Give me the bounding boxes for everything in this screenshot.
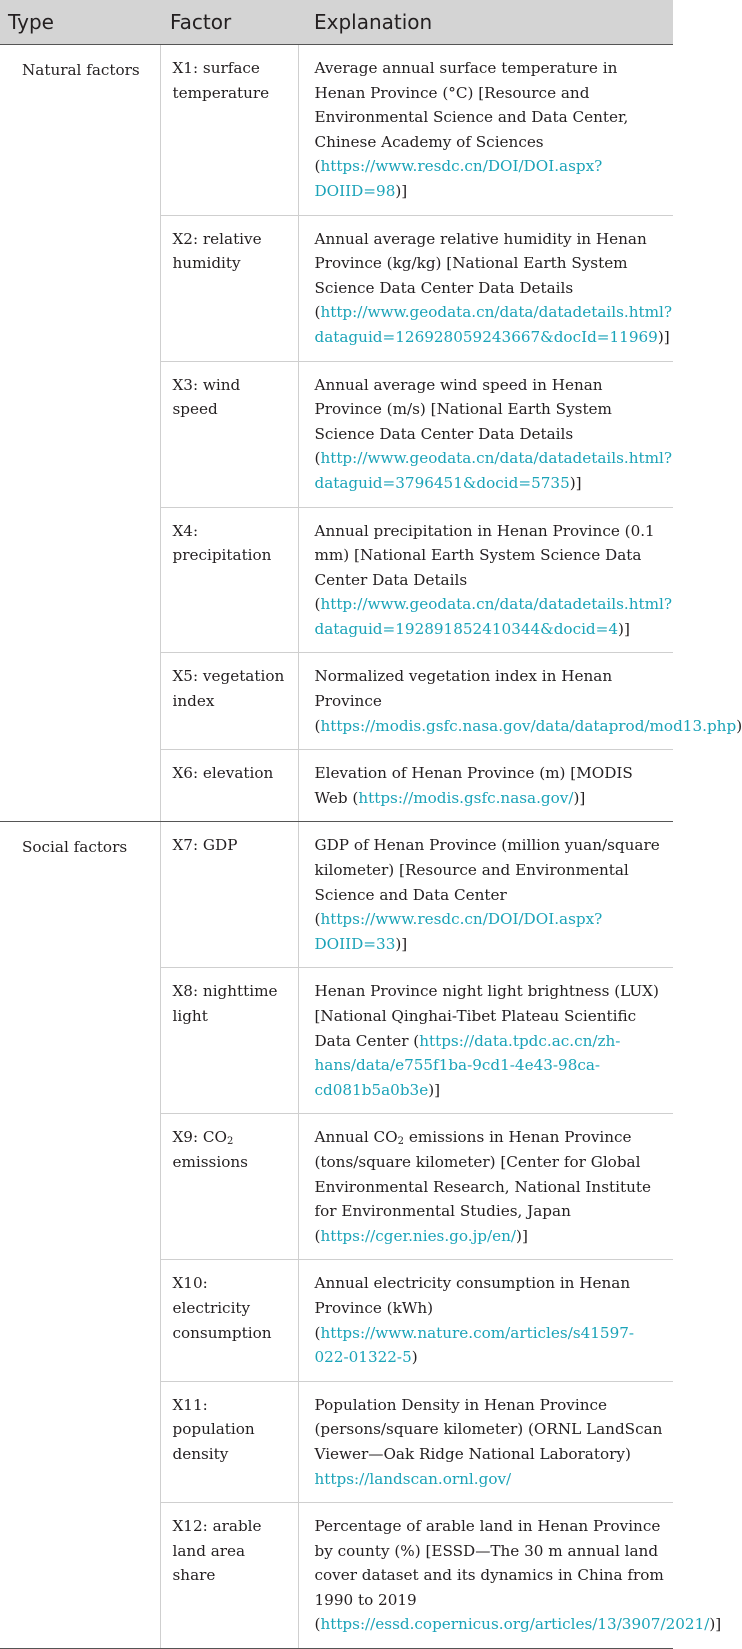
explanation-cell (298, 1260, 673, 1381)
factor-text: emissions (172, 1152, 248, 1171)
explanation-cell (298, 1503, 722, 1649)
explanation-text: emissions in Henan Province (tons/square kilometer) [Center for Global Environmental Research, National Institute for Environmental Studies, Japan ( (314, 1128, 651, 1245)
factor-cell: X12: arable land area share (160, 1503, 298, 1649)
explanation-cell (298, 507, 673, 653)
header-type: Type (0, 0, 160, 45)
factor-cell: X5: vegetation index (160, 653, 298, 750)
factor-cell: X11: population density (160, 1381, 298, 1502)
explanation-cell (298, 750, 673, 822)
explanation-suffix: )] (516, 1226, 528, 1245)
explanation-suffix: )] (395, 934, 408, 953)
explanation-text: Normalized vegetation index in Henan Province ( (314, 667, 613, 735)
factor-cell: X2: relative humidity (160, 215, 298, 361)
source-link[interactable]: https://landscan.ornl.gov/ (314, 1469, 512, 1488)
explanation-text: GDP of Henan Province (million yuan/square kilometer) [Resource and Environmental Science and Data Center ( (314, 836, 660, 929)
explanation-cell (298, 653, 742, 750)
header-row (0, 0, 673, 45)
table-row (0, 45, 673, 216)
explanation-suffix: )] (709, 1615, 722, 1634)
factor-cell: X8: nighttime light (160, 968, 298, 1114)
explanation-text: Annual average wind speed in Henan Province (m/s) [National Earth System Science Data Center Data Details ( (314, 375, 612, 468)
source-link[interactable]: http://www.geodata.cn/data/datadetails.html?dataguid=126928059243667&docId=11969 (314, 303, 673, 346)
explanation-suffix: ) (411, 1348, 418, 1367)
explanation-suffix: )] (657, 327, 670, 346)
factor-cell: X10: electricity consumption (160, 1260, 298, 1381)
source-link[interactable]: https://www.nature.com/articles/s41597-022-01322-5 (314, 1323, 635, 1367)
explanation-text: Annual average relative humidity in Henan Province (kg/kg) [National Earth System Science Data Center Data Details ( (314, 229, 647, 322)
source-link[interactable]: https://www.resdc.cn/DOI/DOI.aspx?DOIID=98 (314, 157, 603, 200)
factor-cell: X3: wind speed (160, 361, 298, 507)
source-link[interactable]: http://www.geodata.cn/data/datadetails.html?dataguid=192891852410344&docid=4 (314, 595, 673, 638)
type-cell-natural: Natural factors (0, 45, 160, 822)
source-link[interactable]: https://data.tpdc.ac.cn/zh-hans/data/e755f1ba-9cd1-4e43-98ca-cd081b5a0b3e (314, 1031, 621, 1099)
header-factor: Factor (160, 0, 298, 45)
source-link[interactable]: https://essd.copernicus.org/articles/13/3907/2021/ (320, 1615, 710, 1634)
explanation-text: Annual CO (314, 1128, 398, 1147)
explanation-cell (298, 361, 673, 507)
subscript: 2 (397, 1136, 404, 1148)
explanation-suffix: )] (569, 473, 582, 492)
explanation-text: Annual precipitation in Henan Province (0.1 mm) [National Earth System Science Data Center Data Details ( (314, 521, 655, 614)
explanation-suffix: )] (395, 181, 408, 200)
factor-cell (160, 1114, 298, 1260)
source-link[interactable]: https://modis.gsfc.nasa.gov/data/dataprod/mod13.php (320, 716, 737, 735)
subscript: 2 (227, 1136, 234, 1148)
explanation-cell (298, 968, 673, 1114)
explanation-suffix: )] (573, 788, 586, 807)
explanation-text: Annual electricity consumption in Henan Province (kWh) ( (314, 1274, 631, 1342)
explanation-text: Population Density in Henan Province (persons/square kilometer) (ORNL LandScan Viewer—Oak Ridge National Laboratory) (314, 1395, 663, 1463)
type-cell-social: Social factors (0, 822, 160, 1649)
explanation-text: Average annual surface temperature in Henan Province (°C) [Resource and Environmental Science and Data Center, Chinese Academy of Sciences ( (314, 59, 629, 176)
explanation-cell (298, 45, 673, 216)
table-row (0, 822, 673, 968)
source-link[interactable]: https://cger.nies.go.jp/en/ (320, 1226, 517, 1245)
source-link[interactable]: https://modis.gsfc.nasa.gov/ (358, 788, 574, 807)
explanation-suffix: )] (428, 1080, 441, 1099)
explanation-text: Percentage of arable land in Henan Province by county (%) [ESSD—The 30 m annual land cover dataset and its dynamics in China from 1990 to 2019 ( (314, 1517, 664, 1634)
explanation-text: Elevation of Henan Province (m) [MODIS Web ( (314, 764, 633, 807)
factor-cell: X4: precipitation (160, 507, 298, 653)
explanation-suffix: ) (736, 716, 742, 735)
explanation-cell (298, 1114, 673, 1260)
factor-cell: X7: GDP (160, 822, 298, 968)
explanation-suffix: )] (618, 619, 630, 638)
source-link[interactable]: https://www.resdc.cn/DOI/DOI.aspx?DOIID=33 (314, 910, 603, 953)
explanation-cell (298, 1381, 673, 1502)
explanation-cell (298, 822, 673, 968)
factor-cell: X6: elevation (160, 750, 298, 822)
source-link[interactable]: http://www.geodata.cn/data/datadetails.html?dataguid=3796451&docid=5735 (314, 449, 673, 492)
explanation-text: Henan Province night light brightness (LUX) [National Qinghai-Tibet Plateau Scientific Data Center ( (314, 982, 659, 1050)
header-explanation: Explanation (298, 0, 673, 45)
factor-cell: X1: surface temperature (160, 45, 298, 216)
factor-text: X9: CO (172, 1128, 227, 1147)
explanation-cell (298, 215, 673, 361)
